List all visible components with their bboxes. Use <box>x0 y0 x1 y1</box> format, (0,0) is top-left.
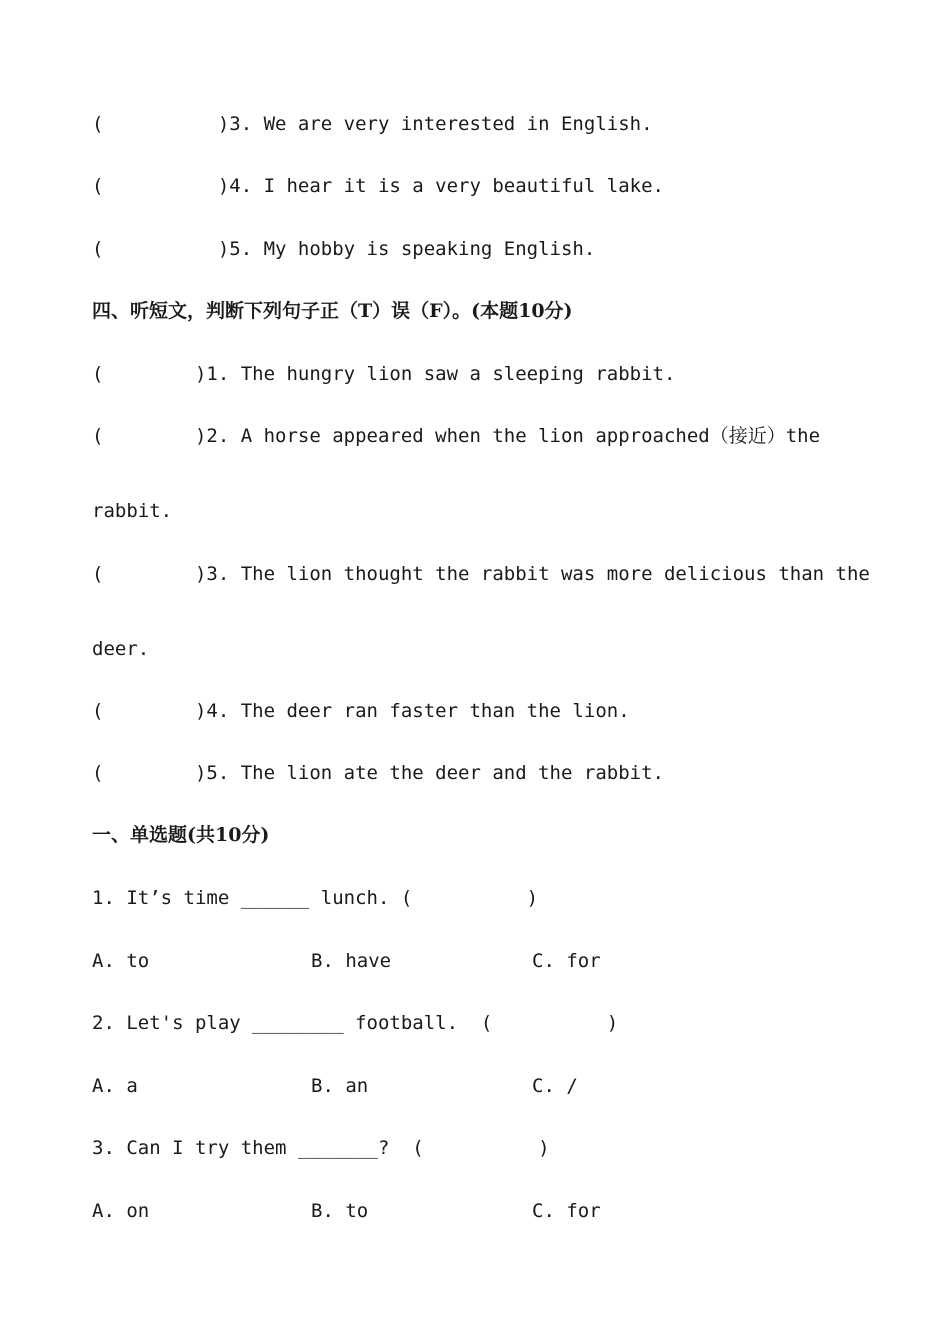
section3-item-5: ( )5. My hobby is speaking English. <box>92 238 596 260</box>
section4-item-3: ( )3. The lion thought the rabbit was more delicious than the <box>92 563 870 585</box>
question-3-option-c: C. for <box>532 1200 601 1222</box>
section1-heading: 一、单选题(共10分) <box>92 824 270 846</box>
section4-item-2-cont: rabbit. <box>92 500 173 522</box>
section3-item-3: ( )3. We are very interested in English. <box>92 113 653 135</box>
question-3-option-a: A. on <box>92 1200 150 1222</box>
section4-item-5: ( )5. The lion ate the deer and the rabbit. <box>92 762 664 784</box>
question-2-option-a: A. a <box>92 1075 138 1097</box>
section4-item-4: ( )4. The deer ran faster than the lion. <box>92 700 630 722</box>
question-1: 1. It’s time ______ lunch. ( ) <box>92 887 539 909</box>
question-1-option-b: B. have <box>311 950 392 972</box>
question-2-option-c: C. / <box>532 1075 578 1097</box>
question-1-option-c: C. for <box>532 950 601 972</box>
section4-heading: 四、听短文，判断下列句子正（T）误（F）。(本题10分) <box>92 300 573 322</box>
section4-item-1: ( )1. The hungry lion saw a sleeping rabbit. <box>92 363 676 385</box>
section4-item-2: ( )2. A horse appeared when the lion approached（接近）the <box>92 425 821 447</box>
question-3-option-b: B. to <box>311 1200 369 1222</box>
section4-item-3-cont: deer. <box>92 638 150 660</box>
question-3: 3. Can I try them _______? ( ) <box>92 1137 550 1159</box>
question-2-option-b: B. an <box>311 1075 369 1097</box>
question-1-option-a: A. to <box>92 950 150 972</box>
section3-item-4: ( )4. I hear it is a very beautiful lake. <box>92 175 664 197</box>
question-2: 2. Let's play ________ football. ( ) <box>92 1012 619 1034</box>
